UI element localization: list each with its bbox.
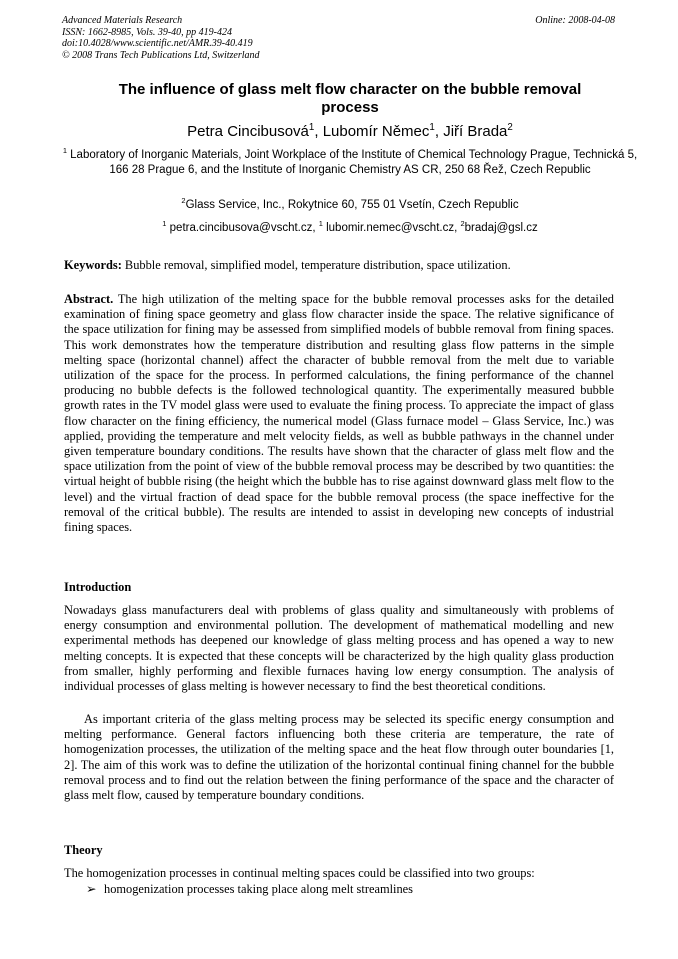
issn-line: ISSN: 1662-8985, Vols. 39-40, pp 419-424 [62,26,232,38]
email-address: petra.cincibusova@vscht.cz, [166,222,319,234]
author-name: Lubomír Němec [322,123,430,140]
keywords-text: Bubble removal, simplified model, temperature distribution, space utilization. [121,258,511,272]
keywords [64,258,614,273]
introduction-heading: Introduction [64,580,132,594]
author-affiliation-mark: 1 [308,122,315,133]
theory-bullet-item [86,882,413,897]
doi-line: doi:10.4028/www.scientific.net/AMR.39-40.419 [62,38,253,49]
copyright-line: © 2008 Trans Tech Publications Ltd, Switzerland [62,49,260,61]
affiliation-2 [62,198,638,213]
abstract-text: The high utilization of the melting space for the bubble removal processes asks for the detailed examination of fining space geometry and glass flow character inside the space. The relative significance of the space utilization for fining may be assessed from simplified models of bubble removal from fining spaces. This work demonstrates how the temperature distribution and resulting glass flow patterns in the simple melting space (horizontal channel) affect the character of bubble removal from the melt due to variable utilization of the space for the process. In performed calculations, the fining performance of the channel producing no bubble defects is the followed technological quantity. The experimentally measured bubble growth rates in the TV model glass were used to evaluate the fining process. To appreciate the impact of glass flow character on the fining efficiency, the numerical model (Glass furnace model – Glass Service, Inc.) was applied, providing the temperature and melt velocity fields, as well as bubble pathways in the channel under given temperature boundary conditions. The results have shown that the character of glass melt flow and the space utilization from the point of view of the bubble removal process may be described by two quantities: the virtual height of bubble rising (the height which the bubble has to rise against downward glass melt flow to the level) and the virtual fraction of dead space for the bubble removal process (the space ineffective for the removal of the critical bubble). The results are intended to assist in developing new concepts of industrial fining spaces. [64,292,614,535]
author-separator: , [314,123,323,140]
author-separator: , [434,123,444,140]
affiliation-text: Glass Service, Inc., Rokytnice 60, 755 01 Vsetín, Czech Republic [185,199,519,211]
affiliation-text: Laboratory of Inorganic Materials, Joint Workplace of the Institute of Chemical Technology Prague, Technická 5, 166 28 Prague 6, and the Institute of Inorganic Chemistry AS CR, 250 68 Řež, Czech Republic [66,149,638,176]
author-name: Petra Cincibusová [187,123,309,140]
affiliation-1 [62,148,638,177]
theory-heading: Theory [64,843,103,857]
email-mark: 2 [460,219,465,229]
abstract [64,292,614,535]
theory-paragraph-1: The homogenization processes in continual melting spaces could be classified into two groups: [64,866,535,880]
journal-name: Advanced Materials Research [62,15,183,26]
bullet-text: homogenization processes taking place along melt streamlines [104,882,413,896]
arrow-bullet-icon: ➢ [86,882,97,896]
abstract-label: Abstract. [64,292,114,306]
introduction-paragraph-2: As important criteria of the glass melting process may be selected its specific energy consumption and melting performance. General factors influencing both these criteria are temperature, the rate of homogenization processes, the utilization of the melting space and the heat flow through outer boundaries [1, 2]. The aim of this work was to define the utilization of the horizontal continual fining channel for the bubble removal process and to find out the relation between the fining performance of the space and the character of glass melt flow, caused by temperature boundary conditions. [64,712,614,803]
affiliation-mark: 1 [62,146,67,156]
author-list [62,123,638,141]
author-emails [62,221,638,236]
journal-header [62,15,260,61]
email-address: bradaj@gsl.cz [464,222,538,234]
affiliation-mark: 2 [181,196,186,206]
introduction-paragraph-1: Nowadays glass manufacturers deal with problems of glass quality and simultaneously with problems of energy consumption and environmental pollution. The development of mathematical modelling and new experimental methods has deepened our knowledge of glass melting process and has opened a way to new melting concepts. It is expected that these concepts will be characterized by the high quality glass production from smaller, highly performing and flexible furnaces having low energy consumption. The analysis of individual processes of glass melting is however necessary to find the best theoretical conditions. [64,603,614,694]
keywords-label: Keywords: [64,258,122,272]
author-affiliation-mark: 2 [507,122,513,133]
email-mark: 1 [318,219,323,229]
email-address: lubomir.nemec@vscht.cz, [322,222,461,234]
author-name: Jiří Brada [443,123,508,140]
author-affiliation-mark: 1 [429,122,435,133]
online-date: Online: 2008-04-08 [535,15,615,26]
paper-title: The influence of glass melt flow character on the bubble removal process [118,81,582,116]
email-mark: 1 [162,219,167,229]
